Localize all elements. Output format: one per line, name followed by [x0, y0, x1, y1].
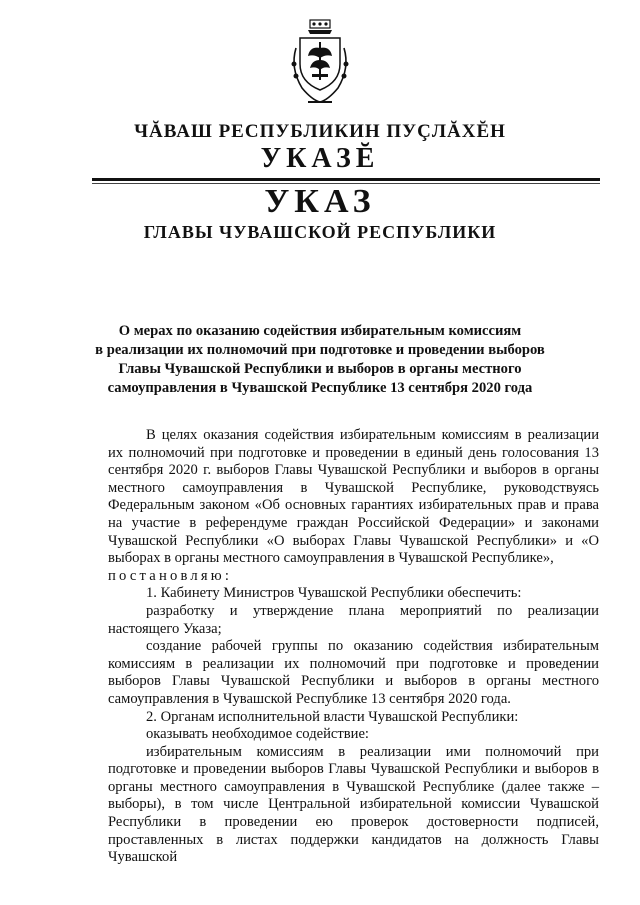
title-line: О мерах по оказанию содействия избирательным комиссиям — [118, 323, 522, 339]
title-line: самоуправления в Чувашской Республике 13 сентября 2020 года — [107, 380, 533, 396]
item-1-a: разработку и утверждение плана мероприятий по реализации настоящего Указа; — [108, 602, 599, 637]
preamble-paragraph: В целях оказания содействия избирательным комиссиям в реализации их полномочий при подготовке и проведении в единый день голосования 13 сентября 2020 г. выборов Главы Чувашской Республики и выборов в органы местного самоуправления в Чувашской Республике, руководствуясь Федеральным законом «Об основных гарантиях избирательных прав и права на участие в референдуме граждан Российской Федерации» и законами Чувашской Республики «О выборах Главы Чувашской Республики» и «О выборах в органы местного самоуправления в Чувашской Республике», — [108, 427, 599, 567]
document-title — [80, 322, 560, 398]
item-2-a: оказывать необходимое содействие: — [146, 726, 369, 743]
title-line: Главы Чувашской Республики и выборов в органы местного — [118, 361, 522, 377]
chuvash-header-line2: УКАЗĔ — [260, 143, 380, 174]
title-line: в реализации их полномочий при подготовке и проведении выборов — [95, 342, 545, 358]
item-1: 1. Кабинету Министров Чувашской Республики обеспечить: — [146, 585, 522, 602]
item-2-b: избирательным комиссиям в реализации ими полномочий при подготовке и проведении выборов Главы Чувашской Республики и выборов в органы местного самоуправления в Чувашской Республике (далее также – выборы), в том числе Центральной избирательной комиссии Чувашской Республики в проведении ею проверок достоверности подписей, проставленных в листах поддержки кандидатов на должность Главы Чувашской — [108, 743, 599, 866]
russian-header-line1: УКАЗ — [264, 183, 376, 220]
item-1-b: создание рабочей группы по оказанию содействия избирательным комиссиям в реализации их полномочий при подготовке и проведении выборов Главы Чувашской Республики и выборов в органы местного самоуправления в Чувашской Республике 13 сентября 2020 года. — [108, 638, 599, 707]
document-body — [108, 427, 599, 867]
item-2: 2. Органам исполнительной власти Чувашской Республики: — [146, 708, 519, 725]
resolve-word: постановляю: — [108, 567, 233, 584]
coat-of-arms-emblem-icon — [288, 18, 352, 108]
russian-header-line2: ГЛАВЫ ЧУВАШСКОЙ РЕСПУБЛИКИ — [143, 222, 497, 242]
chuvash-header-line1: ЧĂВАШ РЕСПУБЛИКИН ПУÇЛĂХĔН — [134, 121, 506, 142]
